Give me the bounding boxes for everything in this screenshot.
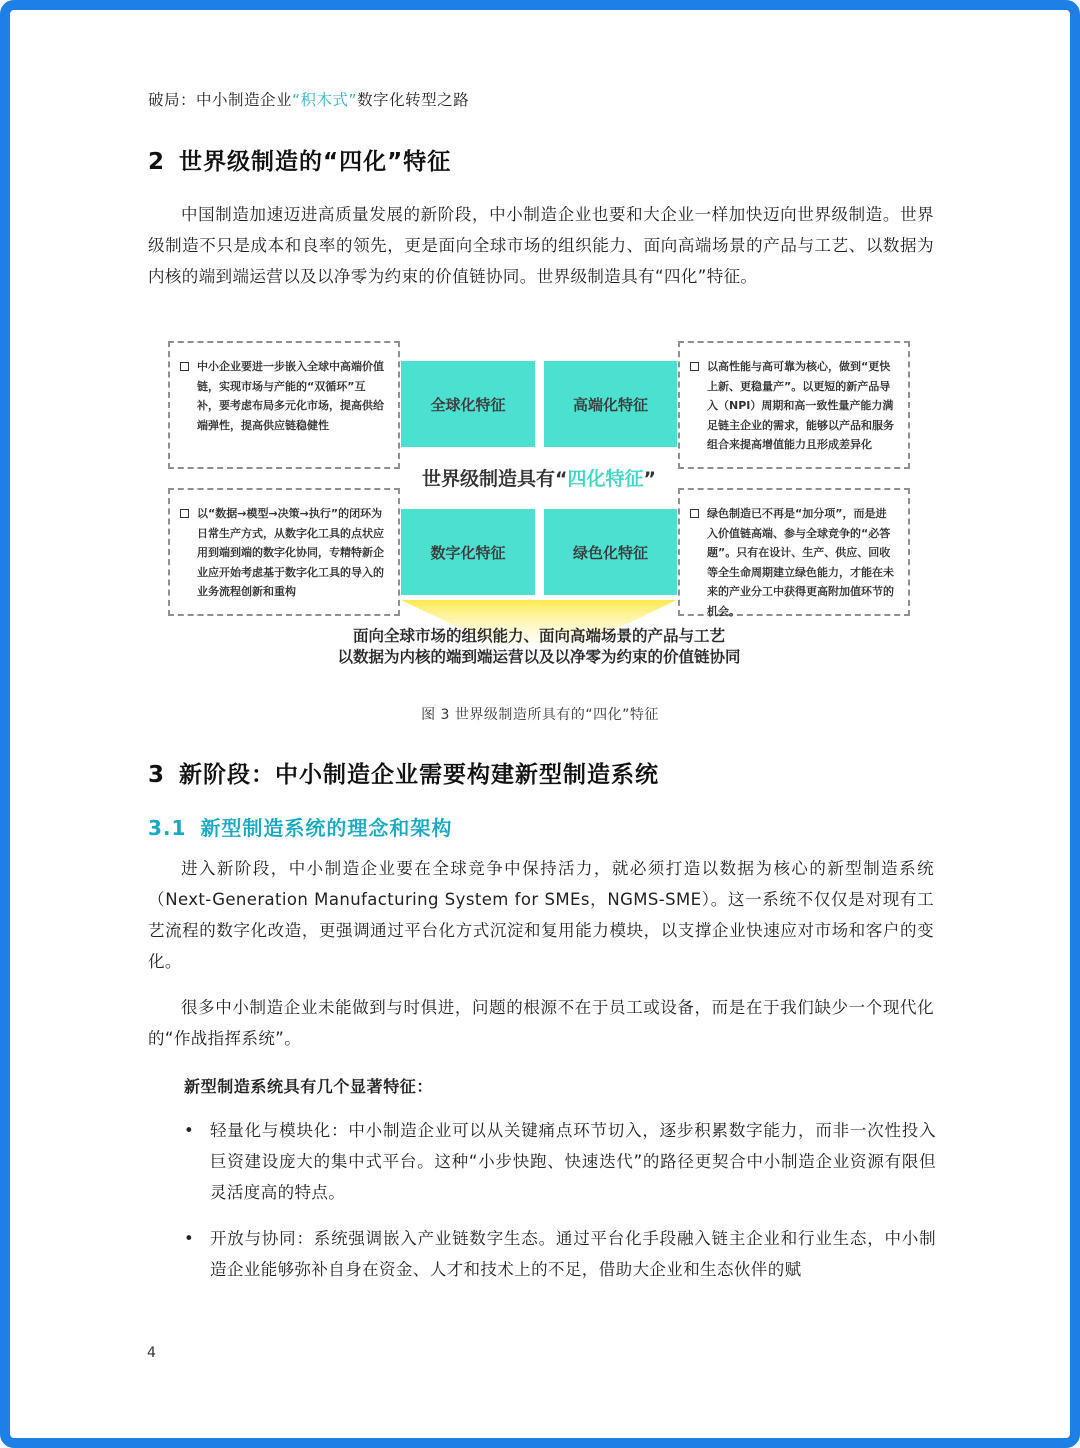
checkbox-square-icon <box>690 362 699 371</box>
bullet-item <box>184 1115 936 1208</box>
features-intro: 新型制造系统具有几个显著特征： <box>184 1077 434 1096</box>
page-number: 4 <box>147 1345 156 1361</box>
bullet-dot-icon: • <box>184 1121 195 1140</box>
section-3-1-paragraph-1 <box>148 853 934 977</box>
quadrant-digitalization: 数字化特征 <box>401 509 535 595</box>
quadrant-globalization: 全球化特征 <box>401 361 535 447</box>
quadrant-green: 绿色化特征 <box>544 509 677 595</box>
section-3-1-title: 新型制造系统的理念和架构 <box>200 816 453 840</box>
checkbox-square-icon <box>180 362 189 371</box>
bullet-dot-icon: • <box>184 1229 195 1248</box>
box-green <box>678 488 910 616</box>
running-header <box>148 88 469 110</box>
header-accent: “积木式” <box>292 91 358 109</box>
section-3-1-paragraph-2-text: 很多中小制造企业未能做到与时俱进，问题的根源不在于员工或设备，而是在于我们缺少一个现代化的“作战指挥系统”。 <box>148 998 934 1048</box>
section-2-paragraph-text: 中国制造加速迈进高质量发展的新阶段，中小制造企业也要和大企业一样加快迈向世界级制造。世界级制造不只是成本和良率的领先，更是面向全球市场的组织能力、面向高端场景的产品与工艺、以数据为内核的端到端运营以及以净零为约束的价值链协同。世界级制造具有“四化”特征。 <box>148 205 934 286</box>
section-2-number: 2 <box>148 149 166 175</box>
center-title-prefix: 世界级制造具有“ <box>421 468 568 490</box>
box-globalization <box>168 341 400 469</box>
section-3-heading <box>148 756 659 789</box>
box-high-end-text: 以高性能与高可靠为核心，做到“更快上新、更稳量产”。以更短的新产品导入（NPI）周期和高一致性量产能力满足链主企业的需求，能够以产品和服务组合来提高增值能力且形成差异化 <box>707 360 894 451</box>
section-2-title: 世界级制造的“四化”特征 <box>179 149 452 175</box>
section-3-1-number: 3.1 <box>148 816 187 840</box>
four-features-figure <box>168 338 910 678</box>
checkbox-square-icon <box>180 509 189 518</box>
checkbox-square-icon <box>690 509 699 518</box>
figure-center-title <box>401 462 677 496</box>
box-digitalization <box>168 488 400 616</box>
box-green-text: 绿色制造已不再是“加分项”，而是进入价值链高端、参与全球竞争的“必答题”。只有在设计、生产、供应、回收等全生命周期建立绿色能力，才能在未来的产业分工中获得更高附加值环节的机会。 <box>707 507 894 618</box>
figure-bottom-line-2: 以数据为内核的端到端运营以及以净零为约束的价值链协同 <box>337 648 741 666</box>
bullet-item-text: 开放与协同：系统强调嵌入产业链数字生态。通过平台化手段融入链主企业和行业生态，中小制造企业能够弥补自身在资金、人才和技术上的不足，借助大企业和生态伙伴的赋 <box>210 1229 936 1279</box>
section-3-1-heading <box>148 812 452 841</box>
bullet-item-text: 轻量化与模块化：中小制造企业可以从关键痛点环节切入，逐步积累数字能力，而非一次性投入巨资建设庞大的集中式平台。这种“小步快跑、快速迭代”的路径更契合中小制造企业资源有限但灵活度高的特点。 <box>210 1121 936 1202</box>
header-prefix: 破局：中小制造企业 <box>148 91 293 109</box>
figure-bottom-line-1: 面向全球市场的组织能力、面向高端场景的产品与工艺 <box>352 627 725 645</box>
section-2-heading <box>148 143 451 176</box>
box-digitalization-text: 以“数据→模型→决策→执行”的闭环为日常生产方式，从数字化工具的点状应用到端到端的数字化协同，专精特新企业应开始考虑基于数字化工具的导入的业务流程创新和重构 <box>197 507 384 598</box>
figure-caption: 图 3 世界级制造所具有的“四化”特征 <box>421 707 659 723</box>
header-suffix: 数字化转型之路 <box>357 91 470 109</box>
section-2-paragraph <box>148 199 934 292</box>
section-3-1-paragraph-1-text: 进入新阶段，中小制造企业要在全球竞争中保持活力，就必须打造以数据为核心的新型制造系统（Next-Generation Manufacturing System for SMEs，NGMS-SME）。这一系统不仅仅是对现有工艺流程的数字化改造，更强调通过平台化方式沉淀和复用能力模块，以支撑企业快速应对市场和客户的变化。 <box>148 859 934 971</box>
center-title-highlight: 四化特征 <box>567 468 644 490</box>
bullet-item <box>184 1223 936 1285</box>
section-3-number: 3 <box>148 762 166 788</box>
section-3-title: 新阶段：中小制造企业需要构建新型制造系统 <box>179 762 660 788</box>
center-title-suffix: ” <box>643 468 656 490</box>
box-high-end <box>678 341 910 469</box>
quadrant-high-end: 高端化特征 <box>544 361 677 447</box>
figure-bottom-text <box>168 626 910 668</box>
section-3-1-paragraph-2 <box>148 992 934 1054</box>
box-globalization-text: 中小企业要进一步嵌入全球中高端价值链，实现市场与产能的“双循环”互补，要考虑布局多元化市场，提高供给端弹性，提高供应链稳健性 <box>197 360 384 432</box>
